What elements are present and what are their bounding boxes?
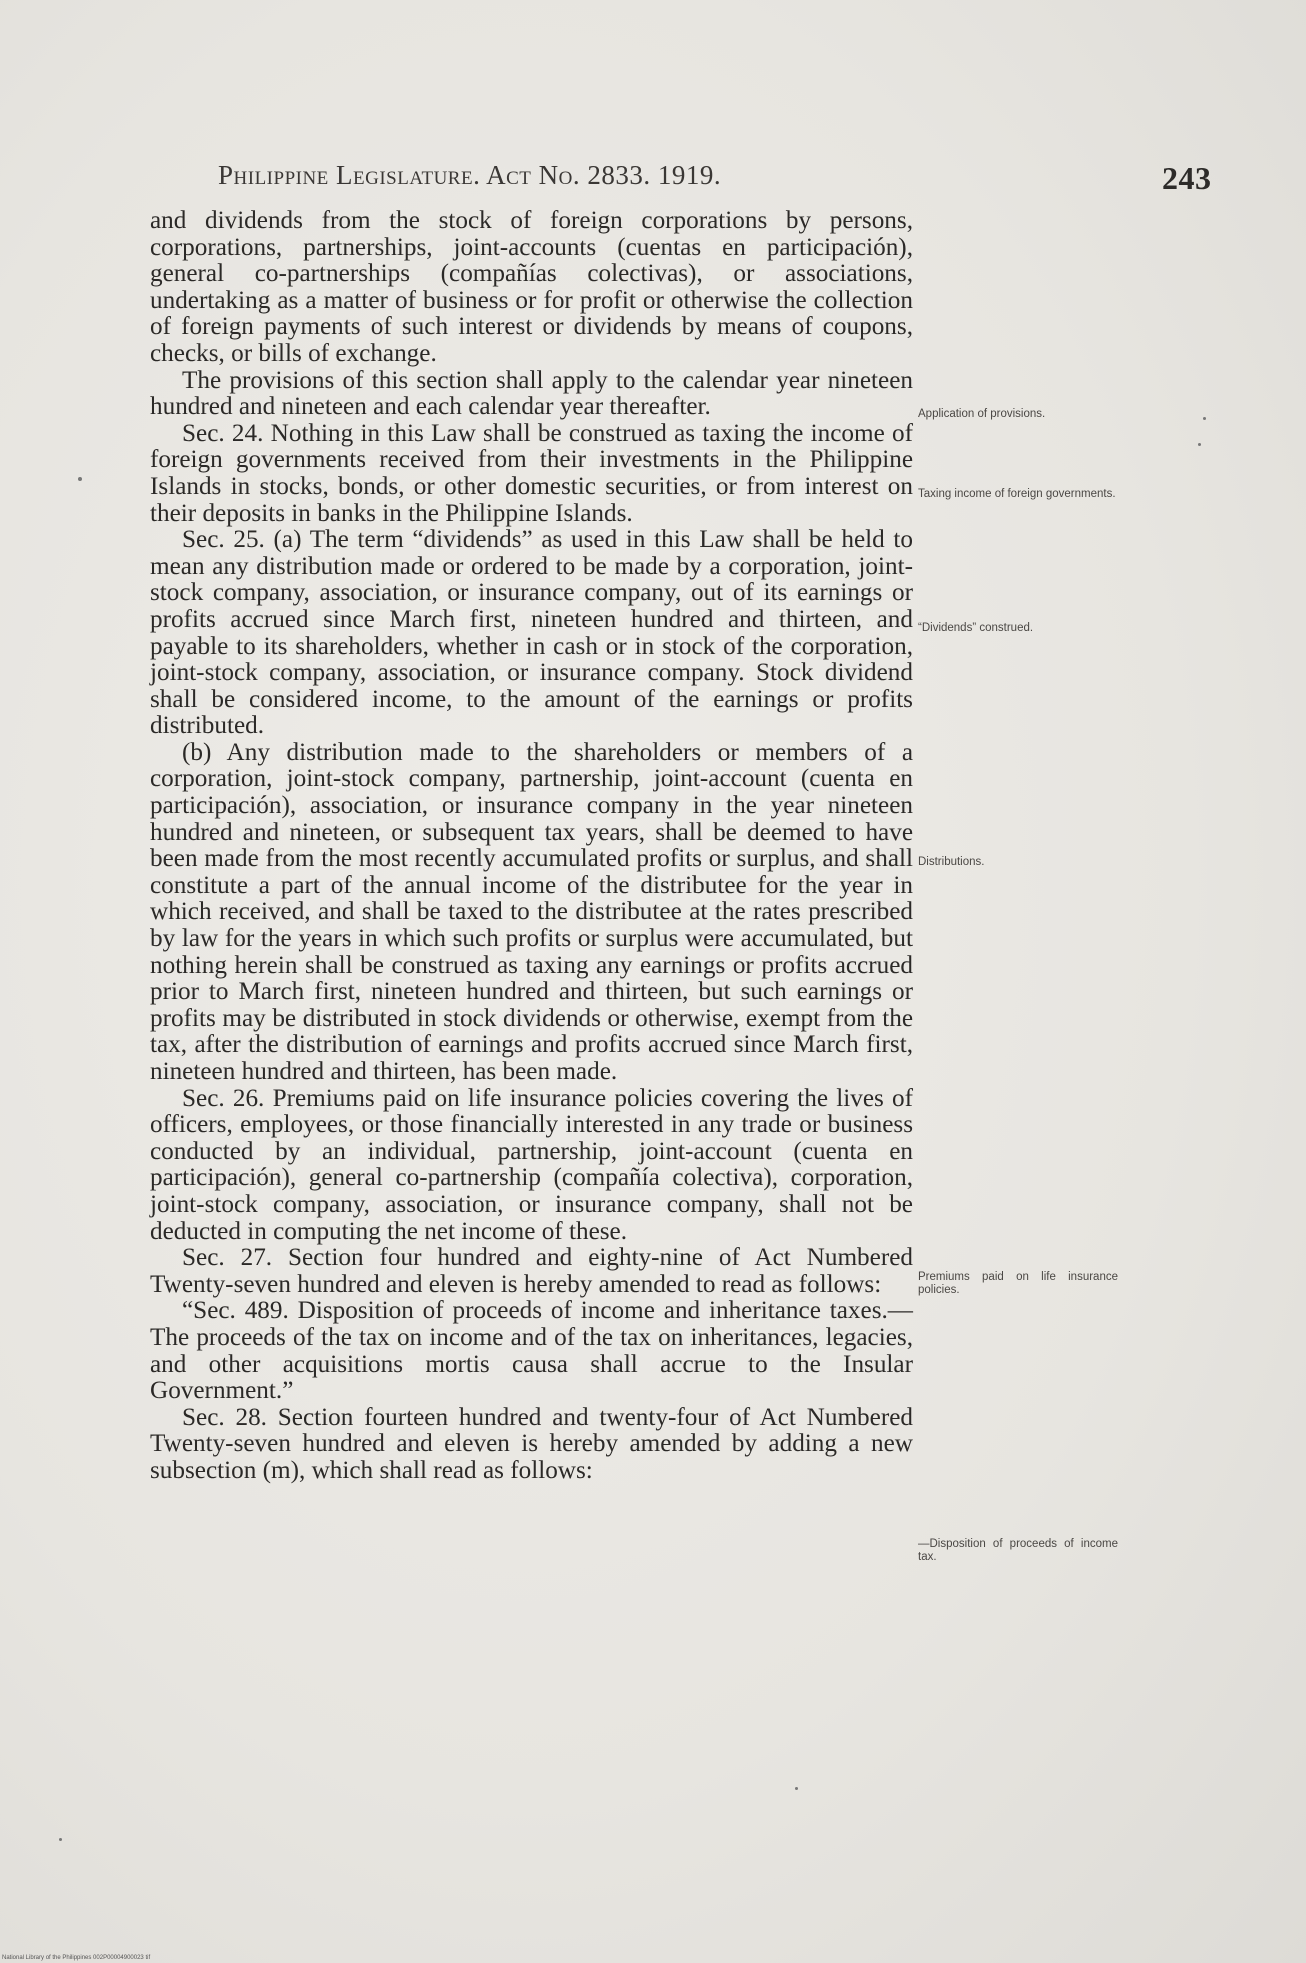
scan-speck [78, 477, 82, 481]
body-text [150, 208, 913, 1485]
paragraph: “Sec. 489. Disposition of proceeds of income and inheritance taxes.—The proceeds of the tax on income and of the tax on inheritances, legacies, and other acquisitions mortis causa shall accrue to the Insular Government.” [150, 1297, 913, 1405]
margin-note: Taxing income of foreign governments. [918, 488, 1116, 500]
margin-note: Distributions. [918, 856, 985, 868]
margin-note: Application of provisions. [918, 408, 1046, 420]
paragraph: Sec. 24. Nothing in this Law shall be construed as taxing the income of foreign governments received from their investments in the Philippine Islands in stocks, bonds, or other domestic securities, or from interest on their deposits in banks in the Philippine Islands. [150, 419, 913, 527]
paragraph: Sec. 26. Premiums paid on life insurance policies covering the lives of officers, employees, or those financially interested in any trade or business conducted by an individual, partnership, joint-account (cuenta en participación), general co-partnership (compañía colectiva), corporation, joint-stock company, association, or insurance company, shall not be deducted in computing the net income of these. [150, 1084, 913, 1245]
paragraph: (b) Any distribution made to the shareholders or members of a corporation, joint-stock company, partnership, joint-account (cuenta en participación), association, or insurance company in the year nineteen hundred and nineteen, or subsequent tax years, shall be deemed to have been made from the most recently accumulated profits or surplus, and shall constitute a part of the annual income of the distributee for the year in which received, and shall be taxed to the distributee at the rates prescribed by law for the years in which such profits or surplus were accumulated, but nothing herein shall be construed as taxing any earnings or profits accrued prior to March first, nineteen hundred and thirteen, but such earnings or profits may be distributed in stock dividends or otherwise, exempt from the tax, after the distribution of earnings and profits accrued since March first, nineteen hundred and thirteen, has been made. [150, 738, 913, 1085]
margin-note: “Dividends” construed. [918, 622, 1034, 634]
scan-footer: National Library of the Philippines 002P00004900023 tif [2, 1955, 151, 1961]
scan-speck [1198, 443, 1201, 446]
paragraph: The provisions of this section shall apply to the calendar year nineteen hundred and nineteen and each calendar year thereafter. [150, 366, 913, 421]
paragraph: Sec. 25. (a) The term “dividends” as used in this Law shall be held to mean any distribution made or ordered to be made by a corporation, joint-stock company, association, or insurance company, out of its earnings or profits accrued since March first, nineteen hundred and thirteen, and payable to its shareholders, whether in cash or in stock of the corporation, joint-stock company, association, or insurance company. Stock dividend shall be considered income, to the amount of the earnings or profits distributed. [150, 526, 913, 740]
scan-speck [795, 1787, 798, 1790]
paragraph: Sec. 28. Section fourteen hundred and twenty-four of Act Numbered Twenty-seven hundred and eleven is hereby amended by adding a new subsection (m), which shall read as follows: [150, 1403, 913, 1484]
page-number: 243 [1162, 160, 1212, 196]
margin-note: —Disposition of proceeds of income tax. [918, 1538, 1118, 1563]
page-header [218, 160, 1218, 196]
running-title: Philippine Legislature. Act No. 2833. 1919. [218, 160, 722, 190]
paragraph: and dividends from the stock of foreign corporations by persons, corporations, partnerships, joint-accounts (cuentas en participación), general co-partnerships (compañías colectivas), or associations, undertaking as a matter of business or for profit or otherwise the collection of foreign payments of such interest or dividends by means of coupons, checks, or bills of exchange. [150, 207, 913, 367]
paragraph: Sec. 27. Section four hundred and eighty-nine of Act Numbered Twenty-seven hundred and eleven is hereby amended to read as follows: [150, 1244, 913, 1298]
scan-speck [1203, 417, 1206, 420]
scan-speck [59, 1838, 62, 1841]
margin-note: Premiums paid on life insurance policies. [918, 1271, 1118, 1296]
